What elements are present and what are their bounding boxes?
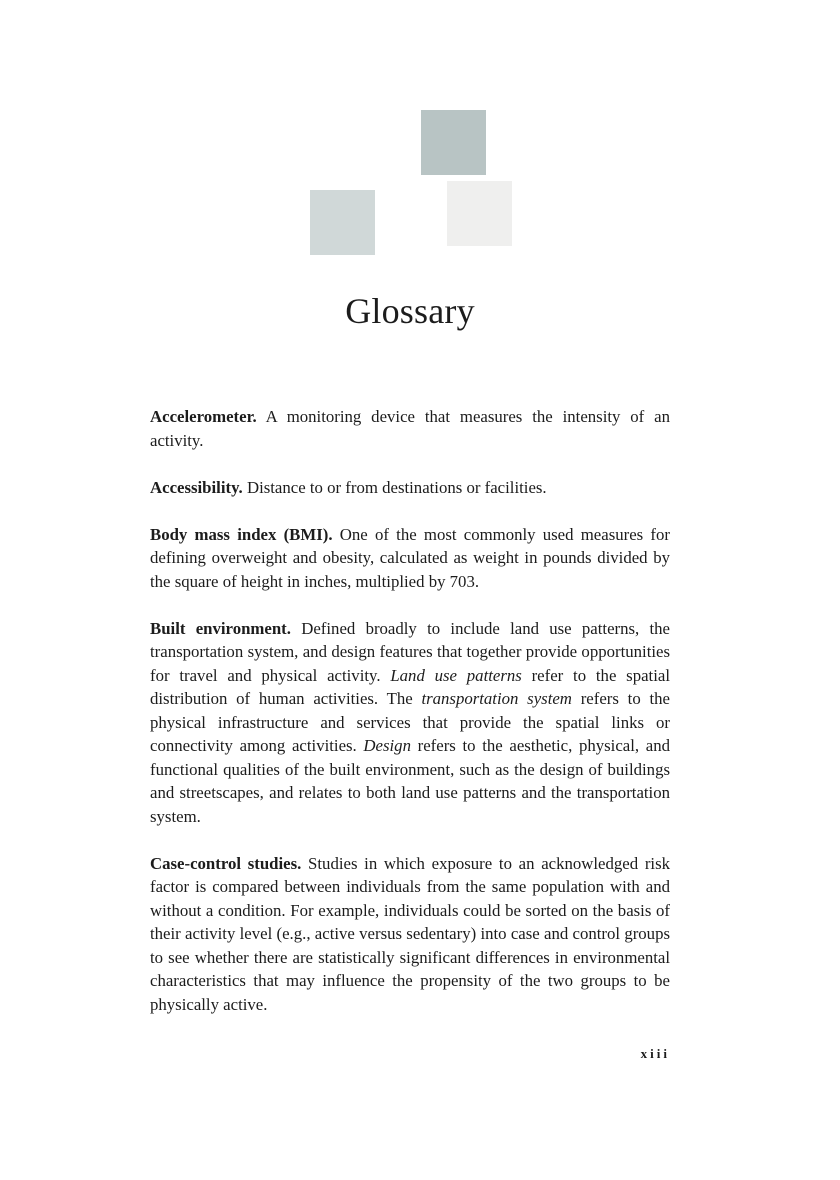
page-number: xiii <box>640 1046 670 1061</box>
glossary-entry <box>150 523 670 594</box>
glossary-definition: refers to the physical infrastructure and services that provide the spatial links or connectivity among activities. <box>150 689 670 755</box>
glossary-definition: Distance to or from destinations or facilities. <box>242 477 547 497</box>
glossary-list <box>150 405 670 1040</box>
glossary-definition: refers to the aesthetic, physical, and functional qualities of the built environment, such as the design of buildings and streetscapes, and relates to both land use patterns and the transportation system. <box>150 736 670 826</box>
glossary-entry <box>150 852 670 1017</box>
glossary-definition: refer to the spatial distribution of human activities. The <box>150 665 670 708</box>
glossary-emphasis: Land use patterns <box>390 665 522 685</box>
decorative-square-left <box>310 190 375 255</box>
decorative-square-top <box>421 110 486 175</box>
glossary-emphasis: transportation system <box>421 689 572 708</box>
glossary-term: Built environment. <box>150 618 291 638</box>
glossary-definition: A monitoring device that measures the intensity of an activity. <box>150 407 670 450</box>
page-title: Glossary <box>345 291 475 331</box>
glossary-entry <box>150 617 670 829</box>
glossary-term: Accessibility. <box>150 477 243 497</box>
glossary-emphasis: Design <box>363 736 411 755</box>
glossary-definition: One of the most commonly used measures for defining overweight and obesity, calculated as weight in pounds divided by the square of height in inches, multiplied by 703. <box>150 524 670 591</box>
glossary-entry <box>150 405 670 452</box>
glossary-term: Case-control studies. <box>150 853 302 873</box>
glossary-term: Accelerometer. <box>150 407 257 426</box>
glossary-term: Body mass index (BMI). <box>150 524 333 544</box>
glossary-entry <box>150 476 670 500</box>
decorative-square-right <box>447 181 512 246</box>
glossary-definition: Defined broadly to include land use patterns, the transportation system, and design features that together provide opportunities for travel and physical activity. <box>150 618 670 685</box>
glossary-definition: Studies in which exposure to an acknowledged risk factor is compared between individuals from the same population with and without a condition. For example, individuals could be sorted on the basis of their activity level (e.g., active versus sedentary) into case and control groups to see whether there are statistically significant differences in environmental characteristics that may influence the propensity of the two groups to be physically active. <box>150 853 670 1014</box>
